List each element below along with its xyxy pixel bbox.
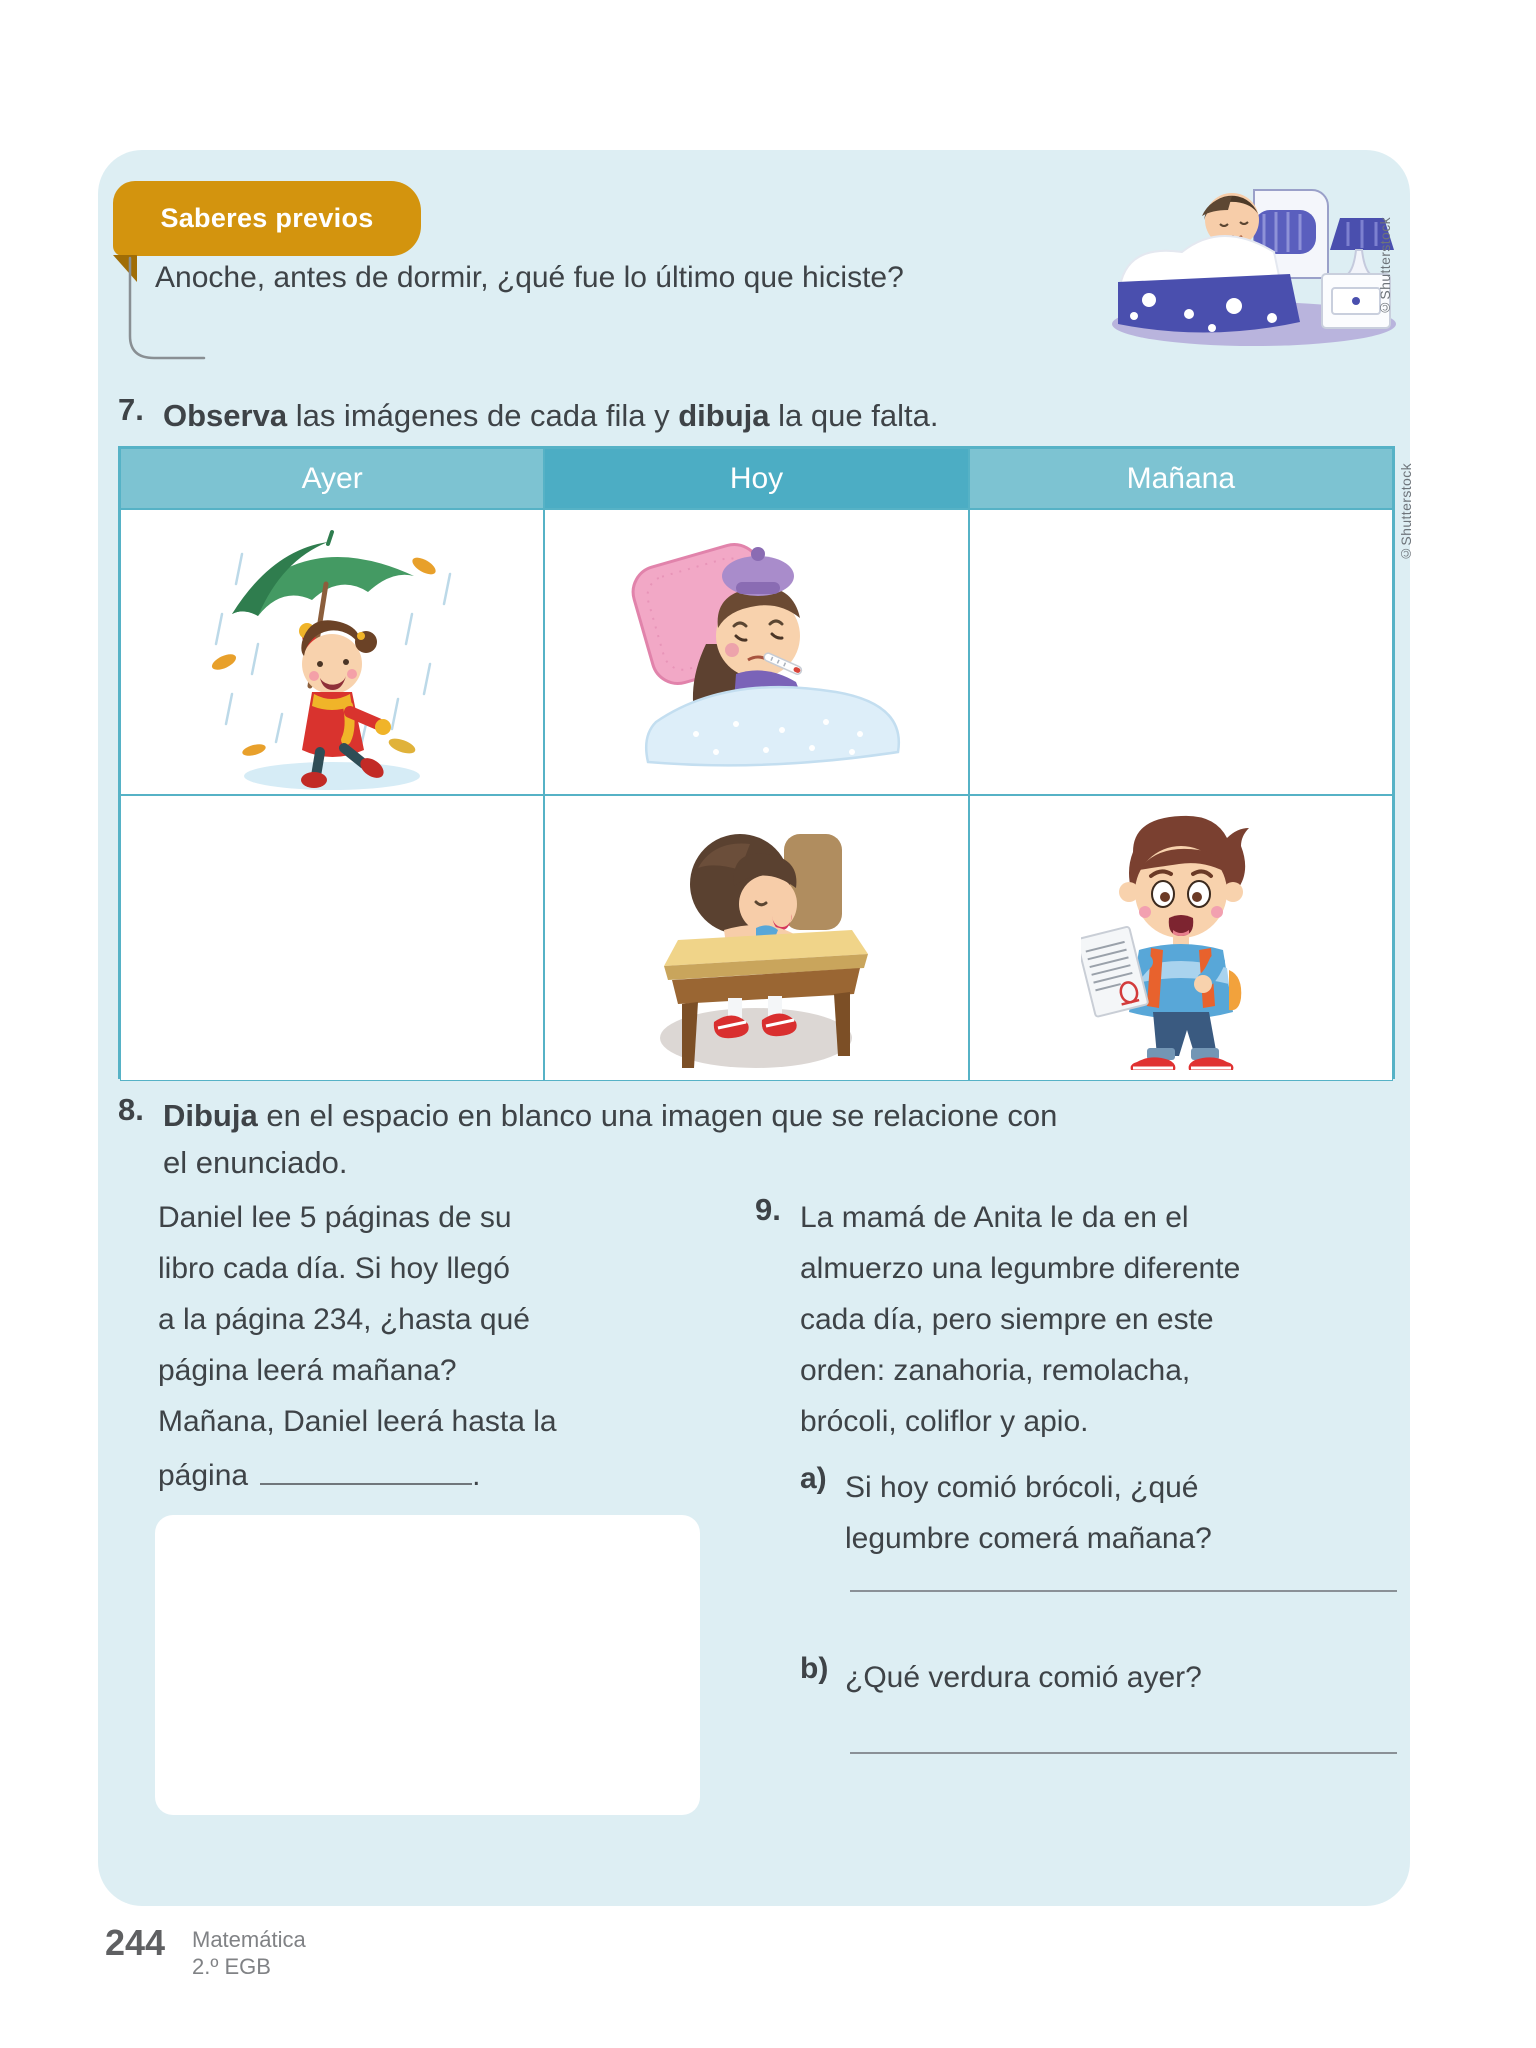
book-subject: Matemática 2.º EGB [192,1927,306,1979]
cell-ayer-row2-empty [120,795,544,1081]
ex9b-answer-line [850,1752,1397,1754]
statement-line: brócoli, coliflor y apio. [800,1405,1089,1438]
column-header-manana: Mañana [969,448,1393,509]
statement-line: almuerzo una legumbre diferente [800,1252,1241,1285]
ex9b-question: ¿Qué verdura comió ayer? [845,1661,1202,1694]
girl-with-umbrella-illustration [162,514,502,790]
ex7-instruction: Observa las imágenes de cada fila y dibuja la que falta. [163,398,939,433]
shutterstock-credit-top: ©Shutterstock [1377,216,1393,316]
problem-answer-line: página . [158,1447,557,1498]
problem-line: a la página 234, ¿hasta qué [158,1303,530,1336]
saberes-question: Anoche, antes de dormir, ¿qué fue lo último que hiciste? [155,261,904,294]
drawing-space [155,1515,700,1815]
ex9-statement [800,1192,1240,1447]
column-header-hoy: Hoy [544,448,968,509]
saberes-previos-label: Saberes previos [160,203,374,233]
ex8-number: 8. [118,1092,144,1127]
ex7-number: 7. [118,392,144,427]
shutterstock-credit-table: ©Shutterstock [1398,462,1414,562]
sick-girl-illustration [586,524,926,780]
statement-line: La mamá de Anita le da en el [800,1201,1189,1234]
statement-line: orden: zanahoria, remolacha, [800,1354,1191,1387]
boy-upset-with-test-illustration [1081,800,1281,1076]
boy-asleep-at-desk-illustration [606,798,906,1078]
ex8-bold-dibuja: Dibuja [163,1098,258,1133]
cell-hoy-row1 [544,509,968,795]
ex7-bold-observa: Observa [163,398,288,433]
ex9-number: 9. [755,1192,781,1227]
problem-line: libro cada día. Si hoy llegó [158,1252,510,1285]
ex8-problem-text [158,1192,557,1498]
page-number: 244 [105,1922,166,1963]
cell-hoy-row2 [544,795,968,1081]
saberes-previos-badge [113,181,421,256]
ex9b-label: b) [800,1652,829,1685]
cell-ayer-row1 [120,509,544,795]
ex9a-question: Si hoy comió brócoli, ¿qué legumbre comerá mañana? [845,1471,1212,1555]
problem-line: página leerá mañana? [158,1354,457,1387]
answer-blank-page [260,1447,472,1485]
cell-manana-row2 [969,795,1393,1081]
problem-line: Mañana, Daniel leerá hasta la [158,1405,557,1438]
ex9a-label: a) [800,1462,827,1495]
ex7-table [118,446,1395,1079]
column-header-ayer: Ayer [120,448,544,509]
boy-sleeping-in-bed-illustration [1104,158,1404,350]
ex7-bold-dibuja: dibuja [678,398,770,433]
problem-line: Daniel lee 5 páginas de su [158,1201,512,1234]
cell-manana-row1-empty [969,509,1393,795]
ex8-instruction: Dibuja en el espacio en blanco una imagen que se relacione con el enunciado. [163,1098,1058,1180]
statement-line: cada día, pero siempre en este [800,1303,1214,1336]
ex9a-answer-line [850,1590,1397,1592]
